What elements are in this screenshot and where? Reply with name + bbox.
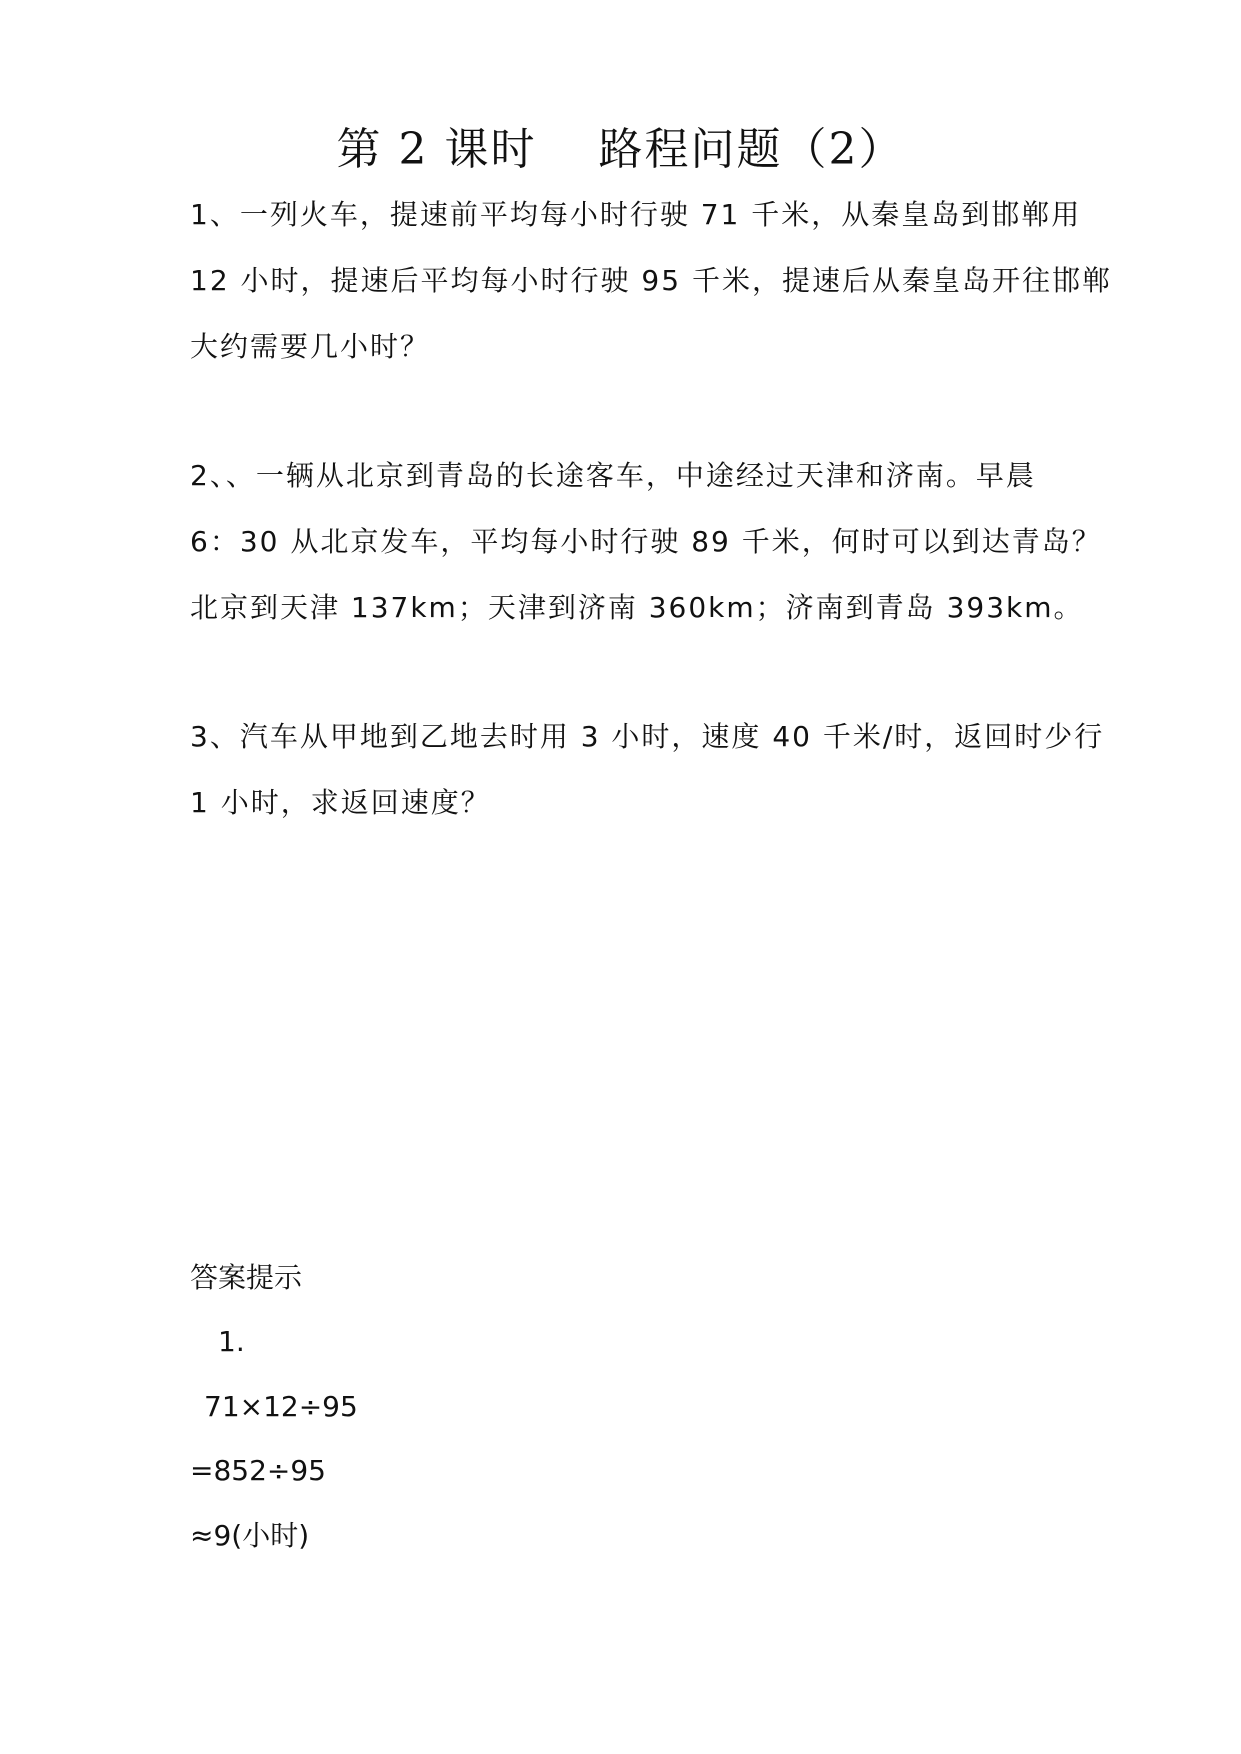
answer-step-2: =852÷95 xyxy=(190,1454,326,1487)
question-2-line-1: 2、、一辆从北京到青岛的长途客车，中途经过天津和济南。早晨 xyxy=(190,459,1036,492)
question-1 xyxy=(190,182,1112,380)
question-1-line-3: 大约需要几小时？ xyxy=(190,330,431,363)
question-2-line-2: 6：30 从北京发车，平均每小时行驶 89 千米，何时可以到达青岛？ xyxy=(190,525,1102,558)
answer-heading: 答案提示 xyxy=(190,1261,303,1294)
question-1-line-1: 1、一列火车，提速前平均每小时行驶 71 千米，从秦皇岛到邯郸用 xyxy=(190,198,1082,231)
answer-step-1: 71×12÷95 xyxy=(204,1390,358,1423)
question-2 xyxy=(190,443,1102,641)
answer-step-3: ≈9(小时) xyxy=(190,1519,310,1552)
answer-item-number: 1. xyxy=(218,1325,245,1358)
question-3-line-1: 3、汽车从甲地到乙地去时用 3 小时，速度 40 千米/时，返回时少行 xyxy=(190,720,1105,753)
question-2-line-3: 北京到天津 137km；天津到济南 360km；济南到青岛 393km。 xyxy=(190,591,1084,624)
question-1-line-2: 12 小时，提速后平均每小时行驶 95 千米，提速后从秦皇岛开往邯郸 xyxy=(190,264,1112,297)
question-3 xyxy=(190,704,1105,836)
question-3-line-2: 1 小时，求返回速度？ xyxy=(190,786,491,819)
page-title: 第 2 课时 路程问题（2） xyxy=(336,124,905,175)
